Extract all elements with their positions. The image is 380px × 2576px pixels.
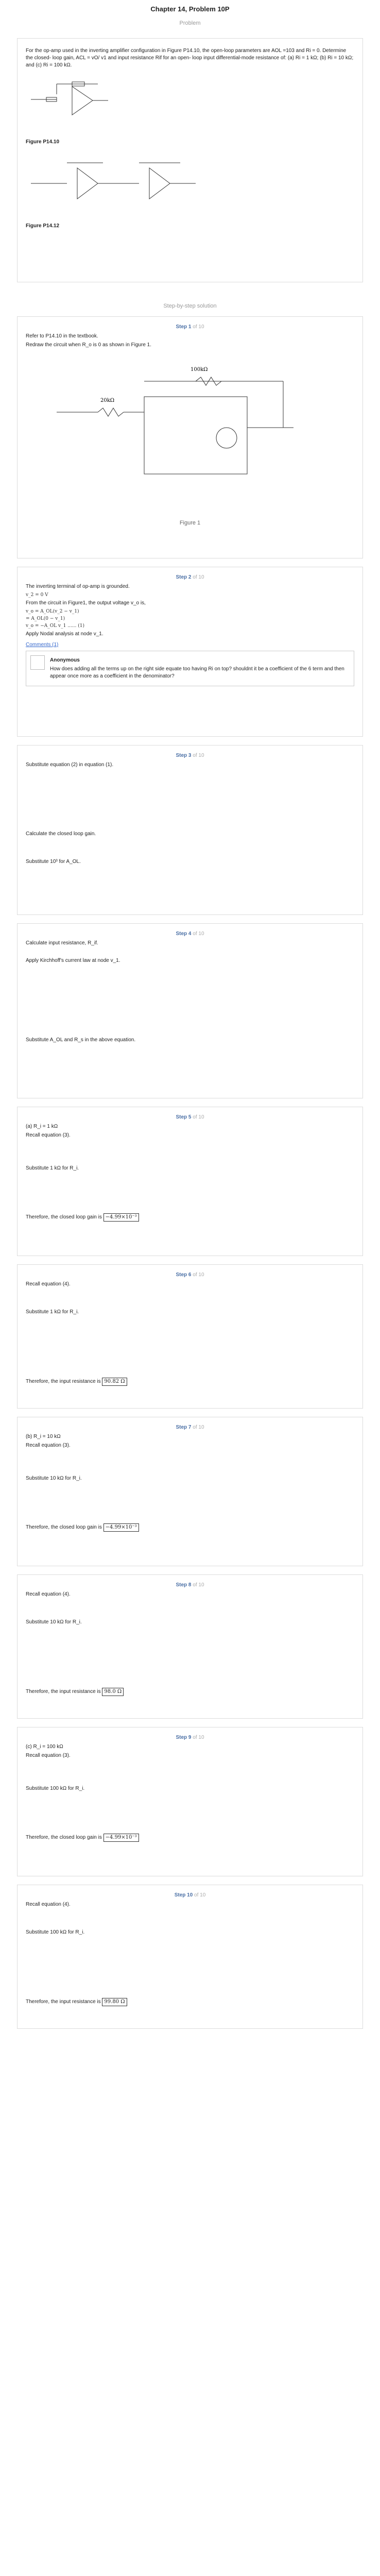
equation: v_o = A_OL(v_2 − v_1) xyxy=(26,609,79,614)
result-line: Therefore, the closed loop gain is −4.99×10⁻³ xyxy=(26,1213,354,1222)
step-text: (b) R_i = 10 kΩ xyxy=(26,1434,61,1439)
step-title: Step 8 of 10 xyxy=(176,1582,204,1588)
step-text: Apply Kirchhoff's current law at node v_1. xyxy=(26,958,120,963)
result-value: 90.82 Ω xyxy=(102,1378,127,1386)
step-card xyxy=(17,923,363,1098)
svg-text:100kΩ: 100kΩ xyxy=(191,367,208,372)
result-line: Therefore, the closed loop gain is −4.99×10⁻³ xyxy=(26,1523,354,1532)
step-text: Calculate input resistance, R_if. xyxy=(26,940,98,946)
result-value: 99.80 Ω xyxy=(102,1998,127,2006)
step-text: Substitute 100 kΩ for R_i. xyxy=(26,1929,85,1935)
step-text: Substitute equation (2) in equation (1). xyxy=(26,762,114,768)
result-line: Therefore, the input resistance is 90.82 Ω xyxy=(26,1378,354,1386)
step-text: Substitute A_OL and R_s in the above equation. xyxy=(26,1037,136,1043)
step-card xyxy=(17,1417,363,1566)
problem-text: For the op-amp used in the inverting amplifier configuration in Figure P14.10, the open-loop parameters are AOL =103 and Ri = 0. Determine the closed- loop gain, ACL = vO/ v1 and input resistance Rif for an open- loop input differential-mode resistance of: (a) Ri = 1 kΩ; (b) Ri = 10 kΩ; and (c) Ri = 100 kΩ. xyxy=(26,48,354,68)
step-card xyxy=(17,1885,363,2029)
step-card xyxy=(17,1574,363,1719)
step-card xyxy=(17,1107,363,1256)
step-text: Calculate the closed loop gain. xyxy=(26,831,96,837)
avatar xyxy=(30,655,45,670)
comment xyxy=(26,651,354,686)
problem-card xyxy=(17,38,363,282)
comment-text: How does adding all the terms up on the right side equate too having Ri on top? shouldnt it be a coefficient of the 6 term and then appear once more as a coefficient in the denominator? xyxy=(50,666,344,679)
step-title: Step 2 of 10 xyxy=(176,574,204,580)
figure-1-circuit xyxy=(26,350,355,515)
step-title: Step 10 of 10 xyxy=(174,1892,206,1898)
step-text: Apply Nodal analysis at node v_1. xyxy=(26,631,103,637)
step-title: Step 7 of 10 xyxy=(176,1425,204,1430)
result-value: −4.99×10⁻³ xyxy=(103,1523,139,1532)
step-card xyxy=(17,1727,363,1876)
figure-p14-12 xyxy=(26,147,211,219)
step-text: (c) R_i = 100 kΩ xyxy=(26,1744,63,1750)
figure-p14-10 xyxy=(26,74,129,135)
step-text: Substitute 10 kΩ for R_i. xyxy=(26,1619,82,1625)
step-card xyxy=(17,316,363,558)
step-text: Recall equation (3). xyxy=(26,1753,71,1758)
step-text: Substitute 1 kΩ for R_i. xyxy=(26,1309,79,1315)
step-text: Substitute 100 kΩ for R_i. xyxy=(26,1786,85,1791)
page-title: Chapter 14, Problem 10P xyxy=(150,5,230,13)
step-title: Step 5 of 10 xyxy=(176,1114,204,1120)
step-text: Recall equation (3). xyxy=(26,1132,71,1138)
step-text: Recall equation (4). xyxy=(26,1902,71,1907)
step-text: Recall equation (4). xyxy=(26,1591,71,1597)
step-text: The inverting terminal of op-amp is grounded. xyxy=(26,584,130,589)
svg-text:20kΩ: 20kΩ xyxy=(100,398,115,403)
step-text: Recall equation (4). xyxy=(26,1281,71,1287)
comment-author: Anonymous xyxy=(50,657,80,663)
result-value: 98.0 Ω xyxy=(102,1688,124,1696)
step-title: Step 6 of 10 xyxy=(176,1272,204,1278)
solution-header: Step-by-step solution xyxy=(163,303,217,309)
step-title: Step 1 of 10 xyxy=(176,324,204,330)
step-card xyxy=(17,1264,363,1409)
step-text: Substitute 10³ for A_OL. xyxy=(26,859,81,865)
step-text: (a) R_i = 1 kΩ xyxy=(26,1124,58,1129)
figure-p14-12-label: Figure P14.12 xyxy=(26,223,60,229)
result-line: Therefore, the input resistance is 98.0 Ω xyxy=(26,1688,354,1696)
step-text: From the circuit in Figure1, the output voltage v_o is, xyxy=(26,600,146,606)
step-title: Step 3 of 10 xyxy=(176,753,204,758)
problem-label: Problem xyxy=(179,20,201,26)
figure-1-label: Figure 1 xyxy=(179,520,201,526)
step-card xyxy=(17,745,363,915)
result-value: −4.99×10⁻³ xyxy=(103,1213,139,1222)
result-value: −4.99×10⁻³ xyxy=(103,1834,139,1842)
figure-p14-10-label: Figure P14.10 xyxy=(26,139,60,145)
equation: v_o = −A_OL v_1 ...... (1) xyxy=(26,623,84,629)
comments-link[interactable]: Comments (1) xyxy=(26,642,59,648)
step-text: Refer to P14.10 in the textbook. xyxy=(26,333,98,339)
step-title: Step 9 of 10 xyxy=(176,1735,204,1740)
result-line: Therefore, the input resistance is 99.80 Ω xyxy=(26,1998,354,2006)
step-text: Substitute 10 kΩ for R_i. xyxy=(26,1476,82,1481)
step-text: Redraw the circuit when R_o is 0 as shown in Figure 1. xyxy=(26,342,152,348)
result-line: Therefore, the closed loop gain is −4.99×10⁻³ xyxy=(26,1834,354,1842)
step-card xyxy=(17,567,363,737)
step-text: Recall equation (3). xyxy=(26,1443,71,1448)
step-text: Substitute 1 kΩ for R_i. xyxy=(26,1165,79,1171)
equation: v_2 = 0 V xyxy=(26,592,48,598)
step-title: Step 4 of 10 xyxy=(176,931,204,937)
equation: = A_OL(0 − v_1) xyxy=(26,616,65,621)
